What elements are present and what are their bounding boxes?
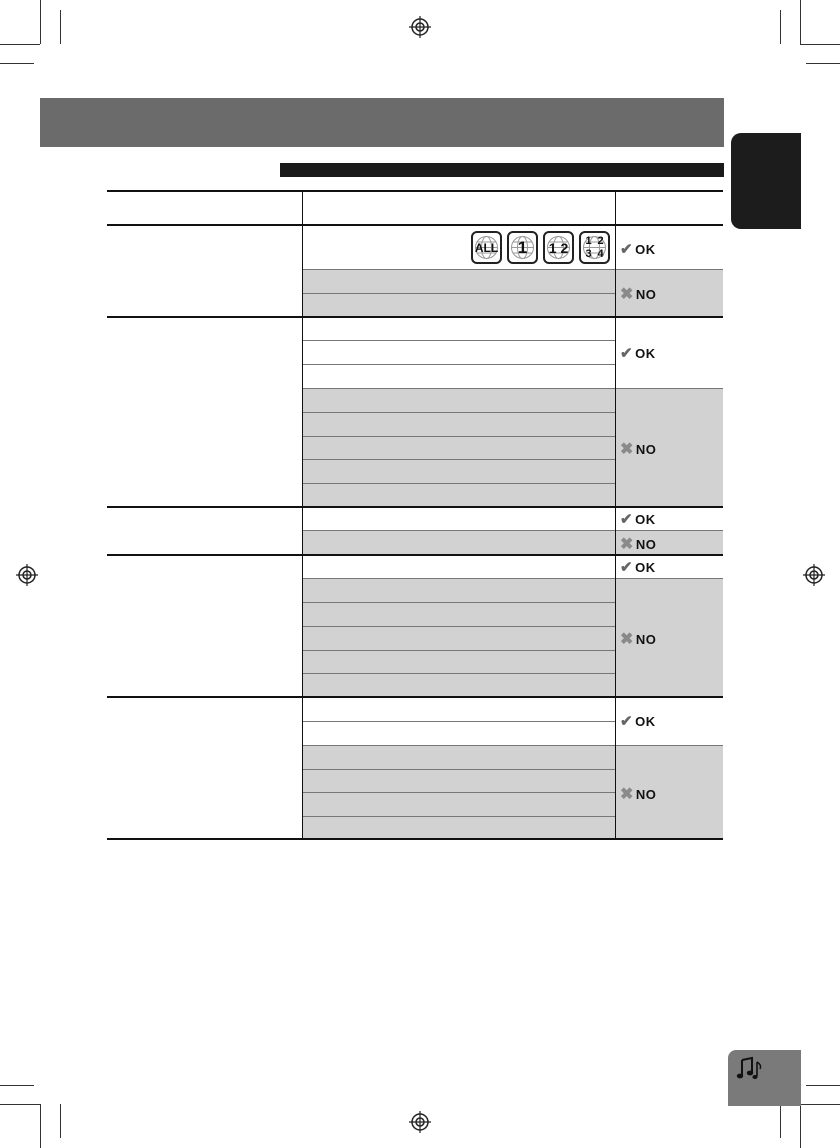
row-rule xyxy=(303,769,616,770)
shaded-cell xyxy=(303,579,723,696)
row-rule xyxy=(303,293,616,294)
row-rule xyxy=(303,792,616,793)
row-rule xyxy=(303,673,616,674)
status-label: NO xyxy=(635,286,657,302)
region-number-grid xyxy=(583,235,607,261)
table-rule xyxy=(107,838,723,840)
status-no xyxy=(620,784,656,804)
status-label: NO xyxy=(635,536,657,552)
table-rule xyxy=(107,506,723,508)
music-section-tab xyxy=(728,1050,801,1106)
row-rule xyxy=(303,816,616,817)
table-rule xyxy=(107,554,723,556)
region-number: 4 xyxy=(597,247,604,260)
crop-mark xyxy=(800,44,840,45)
table-rule xyxy=(107,190,723,192)
crop-mark xyxy=(0,44,40,45)
status-no xyxy=(620,284,656,304)
crop-mark xyxy=(800,1104,840,1105)
row-rule xyxy=(303,340,616,341)
check-icon: ✔ xyxy=(620,241,634,258)
status-no xyxy=(620,629,656,649)
status-ok xyxy=(620,240,656,258)
crop-mark xyxy=(806,1085,840,1086)
region-label: ALL xyxy=(474,240,499,255)
check-icon: ✔ xyxy=(620,345,634,362)
crop-mark xyxy=(800,1104,801,1148)
status-ok xyxy=(620,712,656,730)
row-rule xyxy=(303,483,616,484)
cross-icon: ✖ xyxy=(620,631,634,648)
status-no xyxy=(620,439,656,459)
crop-mark xyxy=(806,63,840,64)
column-rule xyxy=(302,191,303,839)
row-rule xyxy=(303,721,616,722)
globe-region-1-icon xyxy=(507,231,538,264)
status-label: OK xyxy=(635,713,656,729)
region-number: 3 xyxy=(585,247,592,260)
row-rule xyxy=(303,626,616,627)
table-rule xyxy=(107,696,723,698)
cross-icon: ✖ xyxy=(620,286,634,303)
registration-mark-icon xyxy=(409,1111,431,1133)
shaded-cell xyxy=(303,388,723,506)
registration-mark-icon xyxy=(16,564,38,586)
region-number: 1 xyxy=(585,234,592,247)
table-rule xyxy=(107,316,723,318)
row-rule xyxy=(303,578,723,579)
crop-mark xyxy=(0,1104,40,1105)
row-rule xyxy=(303,602,616,603)
crop-mark xyxy=(800,0,801,44)
crop-mark xyxy=(60,1104,61,1138)
status-ok xyxy=(620,510,656,528)
region-code-icons xyxy=(471,231,610,264)
status-ok xyxy=(620,344,656,362)
shaded-cell xyxy=(303,531,723,554)
crop-mark xyxy=(60,10,61,44)
registration-mark-icon xyxy=(803,564,825,586)
cross-icon: ✖ xyxy=(620,441,634,458)
row-rule xyxy=(303,745,723,746)
cross-icon: ✖ xyxy=(620,786,634,803)
crop-mark xyxy=(40,1104,41,1148)
row-rule xyxy=(303,650,616,651)
row-rule xyxy=(303,412,616,413)
status-no xyxy=(620,534,656,554)
music-notes-icon xyxy=(736,1056,766,1082)
region-number: 2 xyxy=(597,234,604,247)
status-label: NO xyxy=(635,441,657,457)
crop-mark xyxy=(0,63,34,64)
row-rule xyxy=(303,459,616,460)
row-rule xyxy=(303,269,723,270)
crop-mark xyxy=(40,0,41,44)
status-ok xyxy=(620,558,656,576)
globe-region-multi-icon xyxy=(579,231,610,264)
region-label: 1 xyxy=(517,237,528,257)
status-label: OK xyxy=(635,241,656,257)
check-icon: ✔ xyxy=(620,559,634,576)
crop-mark xyxy=(780,1104,781,1138)
globe-all-region-icon xyxy=(471,231,502,264)
header-bar xyxy=(40,98,724,147)
language-tab xyxy=(731,133,801,229)
check-icon: ✔ xyxy=(620,713,634,730)
row-rule xyxy=(303,364,616,365)
status-label: OK xyxy=(635,511,656,527)
table-rule xyxy=(107,224,723,226)
status-label: NO xyxy=(635,631,657,647)
column-rule xyxy=(615,191,616,839)
crop-mark xyxy=(0,1085,34,1086)
crop-mark xyxy=(780,10,781,44)
cross-icon: ✖ xyxy=(620,536,634,553)
status-label: OK xyxy=(635,559,656,575)
check-icon: ✔ xyxy=(620,511,634,528)
region-label: 1 2 xyxy=(548,239,569,256)
section-title-bar xyxy=(280,163,724,177)
row-rule xyxy=(303,530,723,531)
status-label: OK xyxy=(635,345,656,361)
registration-mark-icon xyxy=(409,16,431,38)
status-label: NO xyxy=(635,786,657,802)
globe-region-1-2-icon xyxy=(543,231,574,264)
row-rule xyxy=(303,388,723,389)
row-rule xyxy=(303,436,616,437)
